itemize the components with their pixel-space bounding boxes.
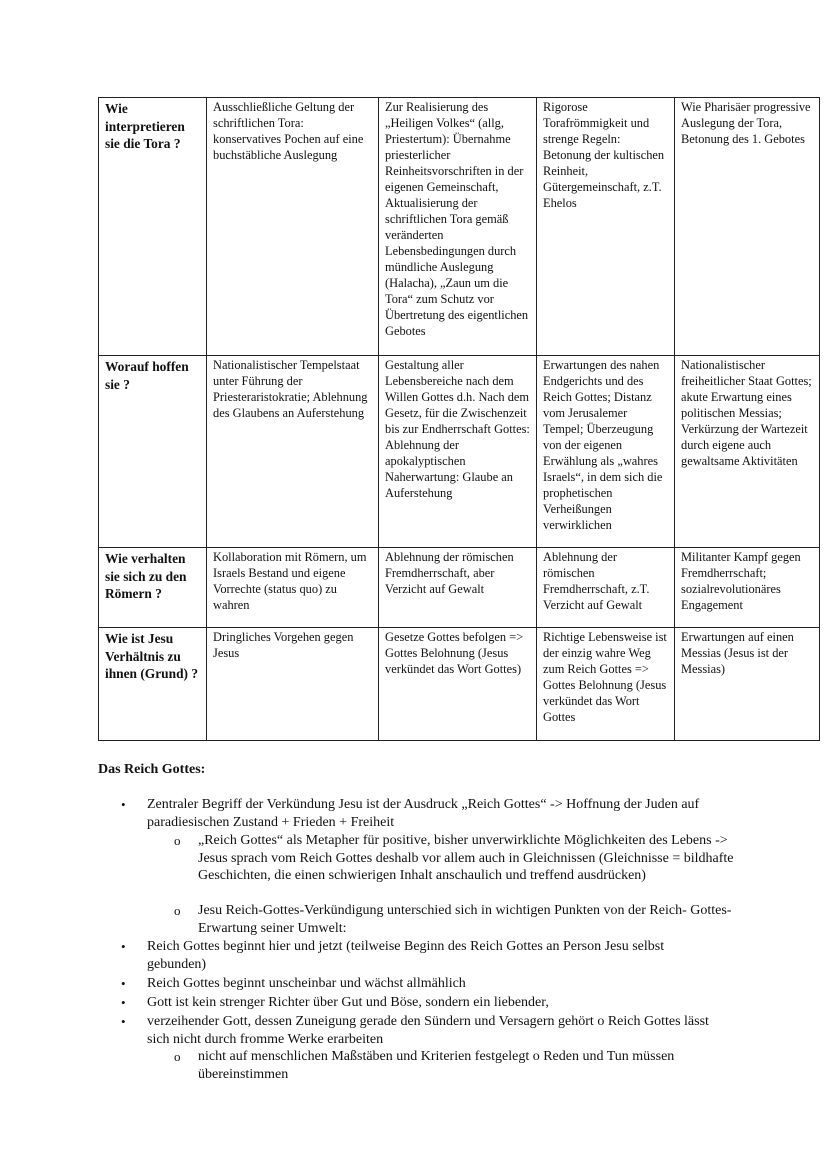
bullet-marker: • bbox=[121, 939, 126, 954]
row-question: Wie verhalten sie sich zu den Römern ? bbox=[99, 548, 207, 628]
bullet-marker: • bbox=[121, 797, 126, 812]
table-row bbox=[99, 548, 820, 628]
table-cell: Gesetze Gottes befolgen => Gottes Belohnung (Jesus verkündet das Wort Gottes) bbox=[379, 628, 537, 741]
sub-bullet-marker: o bbox=[174, 1049, 181, 1064]
table-cell: Ausschließliche Geltung der schriftlichen Tora: konservatives Pochen auf eine buchstäbliche Auslegung bbox=[207, 98, 379, 356]
table-cell: Kollaboration mit Römern, um Israels Bestand und eigene Vorrechte (status quo) zu wahren bbox=[207, 548, 379, 628]
bullet-marker: • bbox=[121, 995, 126, 1010]
table-cell: Wie Pharisäer progressive Auslegung der Tora, Betonung des 1. Gebotes bbox=[675, 98, 820, 356]
table-cell: Nationalistischer Tempelstaat unter Führung der Priesteraristokratie; Ablehnung des Glaubens an Auferstehung bbox=[207, 356, 379, 548]
list-item: Reich Gottes beginnt unscheinbar und wächst allmählich bbox=[147, 976, 466, 991]
row-question: Wie interpretieren sie die Tora ? bbox=[99, 98, 207, 356]
list-item: Jesu Reich-Gottes-Verkündigung unterschied sich in wichtigen Punkten von der Reich- Gottes-Erwartung seiner Umwelt: bbox=[198, 903, 732, 936]
table-cell: Zur Realisierung des „Heiligen Volkes“ (allg, Priestertum): Übernahme priesterlicher Reinheitsvorschriften in der eigenen Gemeinschaft, Aktualisierung der schriftlichen Tora gemäß veränderten Lebensbedingungen durch mündliche Auslegung (Halacha), „Zaun um die Tora“ zum Schutz vor Übertretung des eigentlichen Gebotes bbox=[379, 98, 537, 356]
sub-bullet-marker: o bbox=[174, 903, 181, 918]
table-cell: Gestaltung aller Lebensbereiche nach dem Willen Gottes d.h. Nach dem Gesetz, für die Zwischenzeit bis zur Endherrschaft Gottes: Ablehnung der apokalyptischen Naherwartung: Glaube an Auferstehung bbox=[379, 356, 537, 548]
list-item: nicht auf menschlichen Maßstäben und Kriterien festgelegt o Reden und Tun müssen übereinstimmen bbox=[198, 1049, 675, 1082]
section-title: Das Reich Gottes: bbox=[98, 762, 206, 777]
list-item: „Reich Gottes“ als Metapher für positive, bisher unverwirklichte Möglichkeiten des Lebens -> Jesus sprach vom Reich Gottes deshalb vor allem auch in Gleichnissen (Gleichnisse = bildhafte Geschichten, die einen schwierigen Inhalt anschaulich und treffend ausdrücken) bbox=[198, 833, 734, 883]
list-item: Gott ist kein strenger Richter über Gut und Böse, sondern ein liebender, bbox=[147, 995, 549, 1010]
table-row bbox=[99, 356, 820, 548]
table-row bbox=[99, 98, 820, 356]
table-row bbox=[99, 628, 820, 741]
table-cell: Erwartungen auf einen Messias (Jesus ist der Messias) bbox=[675, 628, 820, 741]
table-cell: Erwartungen des nahen Endgerichts und des Reich Gottes; Distanz vom Jerusalemer Tempel; Überzeugung von der eigenen Erwählung als „wahres Israels“, in dem sich die prophetischen Verheißungen verwirklichen bbox=[537, 356, 675, 548]
row-question: Worauf hoffen sie ? bbox=[99, 356, 207, 548]
bullet-marker: • bbox=[121, 976, 126, 991]
table-cell: Ablehnung der römischen Fremdherrschaft, z.T. Verzicht auf Gewalt bbox=[537, 548, 675, 628]
row-question: Wie ist Jesu Verhältnis zu ihnen (Grund) ? bbox=[99, 628, 207, 741]
table-cell: Nationalistischer freiheitlicher Staat Gottes; akute Erwartung eines politischen Messias; Verkürzung der Wartezeit durch eigene auch gewaltsame Aktivitäten bbox=[675, 356, 820, 548]
list-item: Zentraler Begriff der Verkündung Jesu ist der Ausdruck „Reich Gottes“ -> Hoffnung der Juden auf paradiesischen Zustand + Frieden + Freiheit bbox=[147, 797, 700, 830]
table-cell: Dringliches Vorgehen gegen Jesus bbox=[207, 628, 379, 741]
bullet-marker: • bbox=[121, 1014, 126, 1029]
sub-bullet-marker: o bbox=[174, 833, 181, 848]
comparison-table bbox=[98, 97, 820, 741]
list-item: verzeihender Gott, dessen Zuneigung gerade den Sündern und Versagern gehört o Reich Gottes lässt sich nicht durch fromme Werke erarbeiten bbox=[147, 1014, 709, 1047]
table-cell: Militanter Kampf gegen Fremdherrschaft; sozialrevolutionäres Engagement bbox=[675, 548, 820, 628]
table-cell: Ablehnung der römischen Fremdherrschaft, aber Verzicht auf Gewalt bbox=[379, 548, 537, 628]
table-cell: Rigorose Torafrömmigkeit und strenge Regeln: Betonung der kultischen Reinheit, Gütergemeinschaft, z.T. Ehelos bbox=[537, 98, 675, 356]
list-item: Reich Gottes beginnt hier und jetzt (teilweise Beginn des Reich Gottes an Person Jesu selbst gebunden) bbox=[147, 939, 665, 972]
table-cell: Richtige Lebensweise ist der einzig wahre Weg zum Reich Gottes => Gottes Belohnung (Jesus verkündet das Wort Gottes bbox=[537, 628, 675, 741]
